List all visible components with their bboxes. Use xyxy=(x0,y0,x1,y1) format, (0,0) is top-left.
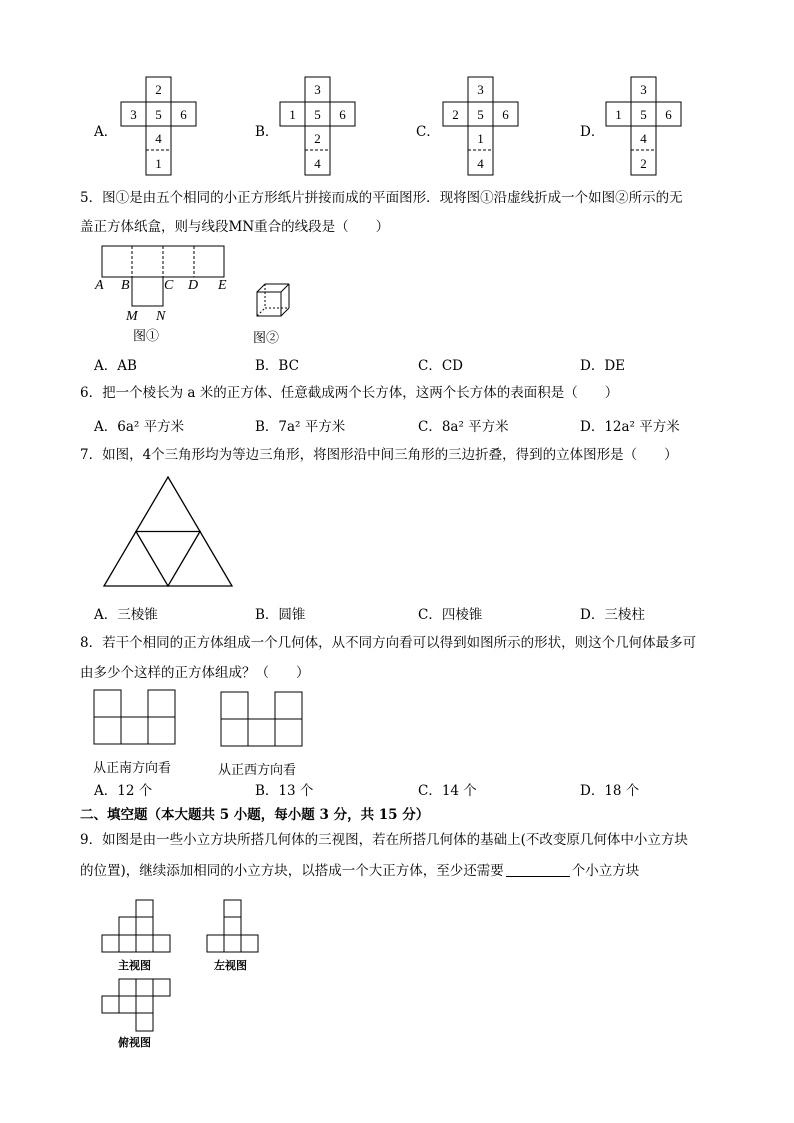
q4-a-top: 2 xyxy=(155,82,162,97)
q9-caption-left: 左视图 xyxy=(214,959,247,972)
q4-b-center: 5 xyxy=(314,107,321,122)
q4-b-mid: 2 xyxy=(314,131,321,146)
q5-fig2-caption: 图② xyxy=(253,331,280,346)
q8-caption-west: 从正西方向看 xyxy=(218,763,297,778)
q9-left-view xyxy=(205,897,261,955)
q6-option-c: C．8a² 平方米 xyxy=(418,419,509,435)
q7-option-a: A．三棱锥 xyxy=(94,607,158,623)
q7-option-d: D．三棱柱 xyxy=(580,607,645,623)
q4-b-bottom: 4 xyxy=(314,156,321,171)
section-2-title: 二、填空题（本大题共 5 小题，每小题 3 分，共 15 分） xyxy=(80,807,430,823)
q7-option-c: C．四棱锥 xyxy=(418,607,483,623)
q4-option-a-letter: A． xyxy=(94,124,118,140)
q5-point-e: E xyxy=(218,278,227,293)
q4-c-right: 6 xyxy=(502,107,509,122)
q6-option-d: D．12a² 平方米 xyxy=(580,419,680,435)
q5-point-d: D xyxy=(188,278,199,293)
q4-c-center: 5 xyxy=(477,107,484,122)
q5-option-d: D．DE xyxy=(580,358,626,374)
q5-point-n: N xyxy=(156,309,166,324)
q4-option-b-letter: B． xyxy=(255,124,279,140)
q5-option-c: C．CD xyxy=(418,358,463,374)
q4-d-mid: 4 xyxy=(640,131,647,146)
q5-text-line2: 盖正方体纸盒，则与线段MN重合的线段是（ ） xyxy=(80,219,390,235)
q9-text-line2 xyxy=(80,862,639,880)
q5-text-line1: 5．图①是由五个相同的小正方形纸片拼接而成的平面图形．现将图①沿虚线折成一个如图②所示的无 xyxy=(80,190,683,206)
q8-option-b: B．13 个 xyxy=(255,783,314,799)
q4-c-left: 2 xyxy=(452,107,459,122)
q4-d-bottom: 2 xyxy=(640,156,647,171)
q5-point-b: B xyxy=(121,278,130,293)
q9-top-view xyxy=(100,976,172,1034)
q6-option-a: A．6a² 平方米 xyxy=(94,419,185,435)
q8-text-line1: 8．若干个相同的正方体组成一个几何体，从不同方向看可以得到如图所示的形状，则这个几何体最多可 xyxy=(80,635,697,651)
q9-answer-blank xyxy=(506,862,570,877)
q4-d-center: 5 xyxy=(640,107,647,122)
q4-c-top: 3 xyxy=(477,82,484,97)
q8-view-south xyxy=(93,688,177,746)
q4-option-d-letter: D． xyxy=(580,124,605,140)
q5-point-m: M xyxy=(126,309,138,324)
q4-c-bottom: 4 xyxy=(477,156,484,171)
q5-figure-2-cube xyxy=(254,282,294,322)
q9-caption-front: 主视图 xyxy=(118,959,151,972)
q6-option-b: B．7a² 平方米 xyxy=(255,419,346,435)
q4-a-mid: 4 xyxy=(155,131,162,146)
q8-option-a: A．12 个 xyxy=(94,783,153,799)
q9-text-line1: 9．如图是由一些小立方块所搭几何体的三视图，若在所搭几何体的基础上(不改变原几何体中小立方块 xyxy=(80,832,688,848)
q7-text: 7．如图，4个三角形均为等边三角形，将图形沿中间三角形的三边折叠，得到的立体图形是（ ） xyxy=(80,447,678,463)
q4-option-b-net xyxy=(278,76,358,176)
q8-option-d: D．18 个 xyxy=(580,783,640,799)
q4-options-row xyxy=(94,76,794,176)
q4-d-left: 1 xyxy=(615,107,622,122)
q4-a-left: 3 xyxy=(130,107,137,122)
q4-b-top: 3 xyxy=(314,82,321,97)
q4-option-d-net xyxy=(604,76,684,176)
q4-b-left: 1 xyxy=(289,107,296,122)
q5-fig1-caption: 图① xyxy=(133,329,160,344)
q8-caption-south: 从正南方向看 xyxy=(93,761,172,776)
q4-a-right: 6 xyxy=(180,107,187,122)
q5-option-a: A．AB xyxy=(94,358,137,374)
q9-text-line2-before: 的位置)，继续添加相同的小立方块，以搭成一个大正方体，至少还需要 xyxy=(80,863,504,879)
q4-a-bottom: 1 xyxy=(155,156,162,171)
q4-option-a-net xyxy=(119,76,199,176)
q4-a-center: 5 xyxy=(155,107,162,122)
q8-view-west xyxy=(220,690,304,748)
q4-d-top: 3 xyxy=(640,82,647,97)
q5-option-b: B．BC xyxy=(255,358,299,374)
q4-option-c-net xyxy=(441,76,521,176)
q4-b-right: 6 xyxy=(339,107,346,122)
q7-option-b: B．圆锥 xyxy=(255,607,306,623)
q8-text-line2: 由多少个这样的正方体组成？（ ） xyxy=(80,665,310,681)
q8-option-c: C．14 个 xyxy=(418,783,477,799)
q5-point-a: A xyxy=(95,278,104,293)
q9-caption-top: 俯视图 xyxy=(118,1036,151,1049)
q6-text: 6．把一个棱长为 a 米的正方体、任意截成两个长方体，这两个长方体的表面积是（ ） xyxy=(80,385,619,401)
q4-d-right: 6 xyxy=(665,107,672,122)
q9-front-view xyxy=(100,897,172,955)
q5-point-c: C xyxy=(164,278,174,293)
q4-option-c-letter: C． xyxy=(416,124,440,140)
q4-c-mid: 1 xyxy=(477,131,484,146)
q7-triangle-figure xyxy=(100,474,236,590)
q9-text-line2-after: 个小立方块 xyxy=(571,863,640,879)
